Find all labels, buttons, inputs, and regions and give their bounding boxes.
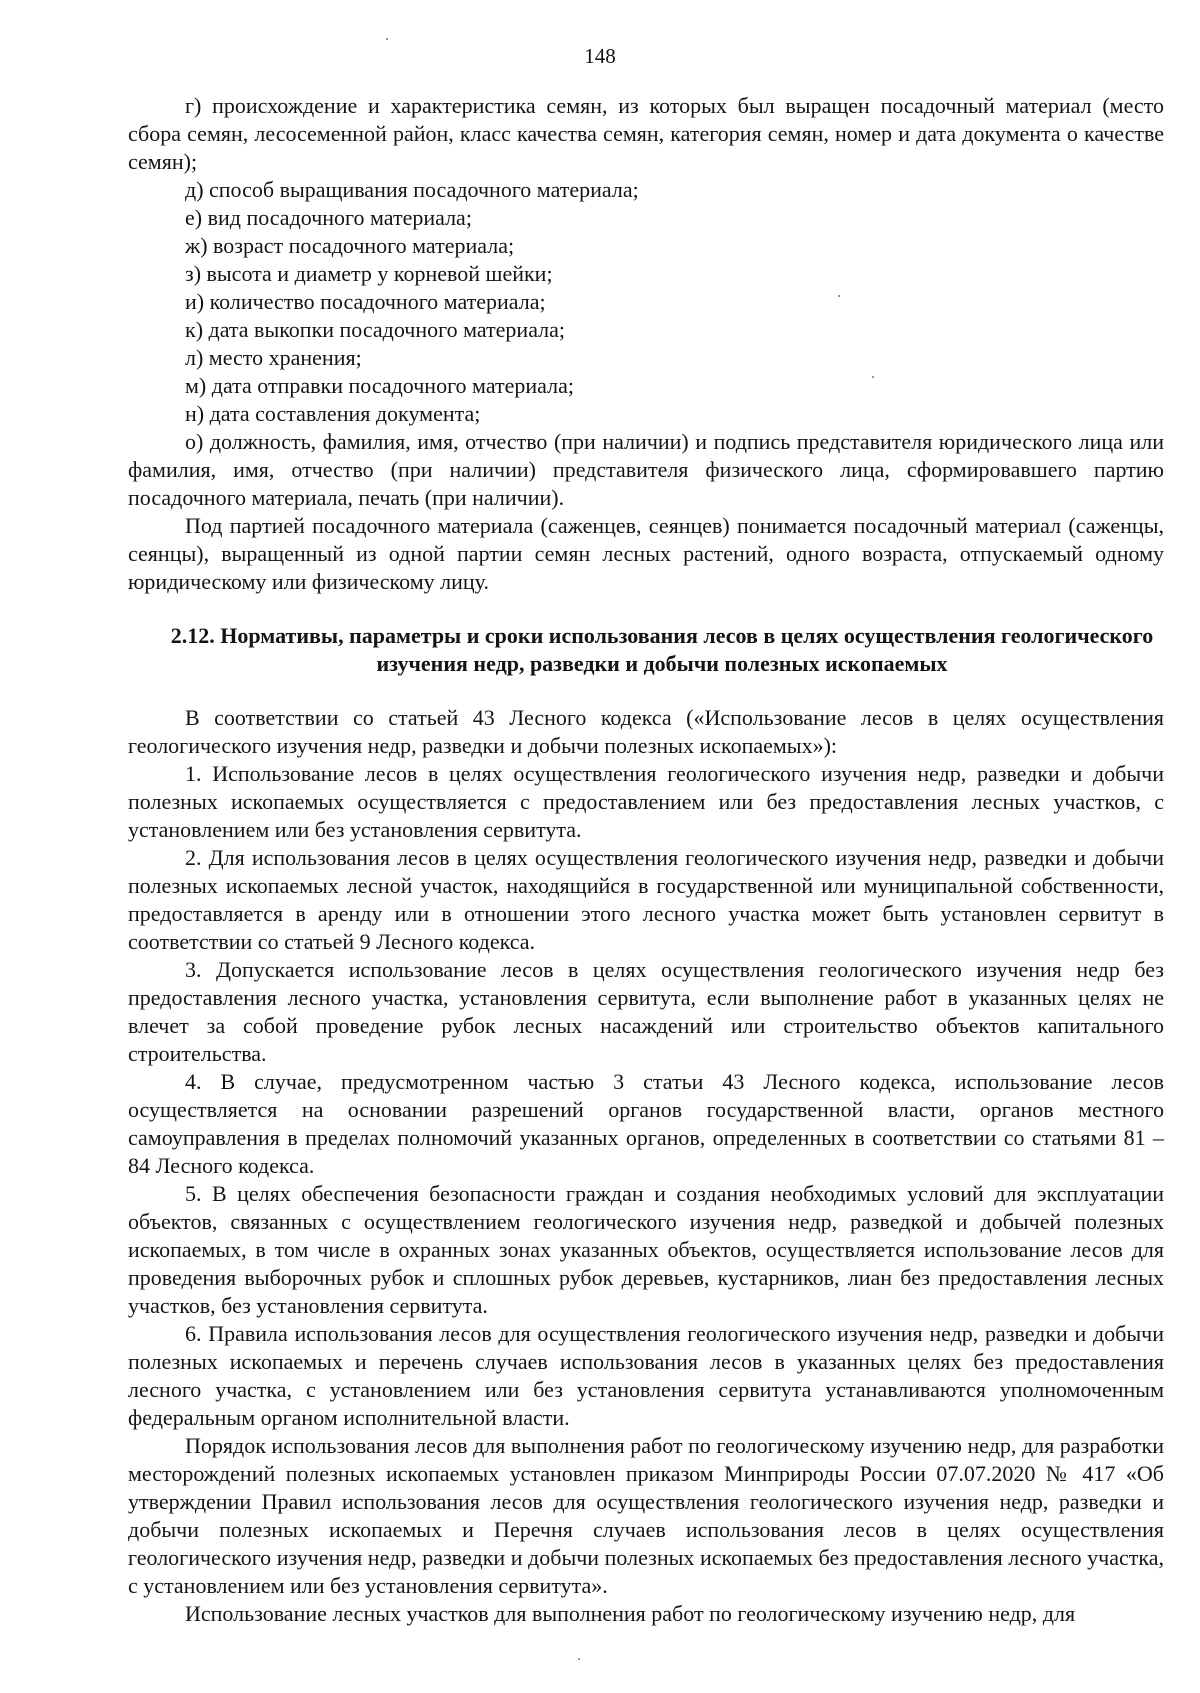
scan-speck <box>838 295 840 297</box>
item-list-block <box>128 92 1164 596</box>
batch-definition-paragraph: Под партией посадочного материала (саженцев, сеянцев) понимается посадочный материал (саженцы, сеянцы), выращенный из одной партии семян лесных растений, одного возраста, отпускаемый одному юридическому или физическому лицу. <box>128 513 1164 594</box>
clause-5-paragraph: 5. В целях обеспечения безопасности граждан и создания необходимых условий для эксплуатации объектов, связанных с осуществлением геологического изучения недр, разведкой и добычей полезных ископаемых, в том числе в охранных зонах указанных объектов, осуществляется использование лесов для проведения выборочных рубок и сплошных рубок деревьев, кустарников, лиан без предоставления лесных участков, без установления сервитута. <box>128 1181 1164 1318</box>
list-item-e: е) вид посадочного материала; <box>185 205 472 230</box>
clause-6-paragraph: 6. Правила использования лесов для осуществления геологического изучения недр, разведки и добычи полезных ископаемых и перечень случаев использования лесов в указанных целях без предоставления лесного участка, с установлением или без установления сервитута устанавливаются уполномоченным федеральным органом исполнительной власти. <box>128 1321 1164 1430</box>
list-item-d: д) способ выращивания посадочного материала; <box>185 177 639 202</box>
list-item-l: л) место хранения; <box>185 345 362 370</box>
list-item-z: з) высота и диаметр у корневой шейки; <box>185 261 553 286</box>
page-number: 148 <box>584 44 616 68</box>
continuation-paragraph: Использование лесных участков для выполнения работ по геологическому изучению недр, для <box>185 1601 1076 1626</box>
scan-speck <box>578 1658 580 1660</box>
list-item-zh: ж) возраст посадочного материала; <box>185 233 515 258</box>
section-body <box>128 704 1164 1628</box>
list-item-o: о) должность, фамилия, имя, отчество (при наличии) и подпись представителя юридического лица или фамилия, имя, отчество (при наличии) представителя физического лица, сформировавшего партию посадочного материала, печать (при наличии). <box>128 429 1164 510</box>
list-item-k: к) дата выкопки посадочного материала; <box>185 317 566 342</box>
list-item-n: н) дата составления документа; <box>185 401 481 426</box>
clause-1-paragraph: 1. Использование лесов в целях осуществления геологического изучения недр, разведки и добычи полезных ископаемых осуществляется с предоставлением или без предоставления лесных участков, с установлением или без установления сервитута. <box>128 761 1164 842</box>
section-heading: 2.12. Нормативы, параметры и сроки использования лесов в целях осуществления геологического изучения недр, разведки и добычи полезных ископаемых <box>170 623 1154 676</box>
list-item-i: и) количество посадочного материала; <box>185 289 546 314</box>
clause-2-paragraph: 2. Для использования лесов в целях осуществления геологического изучения недр, разведки и добычи полезных ископаемых лесной участок, находящийся в государственной или муниципальной собственности, предоставляется в аренду или в отношении этого лесного участка может быть установлен сервитут в соответствии со статьей 9 Лесного кодекса. <box>128 845 1164 954</box>
clause-4-paragraph: 4. В случае, предусмотренном частью 3 статьи 43 Лесного кодекса, использование лесов осуществляется на основании разрешений органов государственной власти, органов местного самоуправления в пределах полномочий указанных органов, определенных в соответствии со статьями 81 – 84 Лесного кодекса. <box>128 1069 1164 1178</box>
list-item-m: м) дата отправки посадочного материала; <box>185 373 574 398</box>
clause-3-paragraph: 3. Допускается использование лесов в целях осуществления геологического изучения недр без предоставления лесного участка, установления сервитута, если выполнение работ в указанных целях не влечет за собой проведение рубок лесных насаждений или строительство объектов капитального строительства. <box>128 957 1164 1066</box>
scan-speck <box>386 38 388 40</box>
intro-paragraph: В соответствии со статьей 43 Лесного кодекса («Использование лесов в целях осуществления геологического изучения недр, разведки и добычи полезных ископаемых»): <box>128 705 1164 758</box>
order-paragraph: Порядок использования лесов для выполнения работ по геологическому изучению недр, для разработки месторождений полезных ископаемых установлен приказом Минприроды России 07.07.2020 № 417 «Об утверждении Правил использования лесов для осуществления геологического изучения недр, разведки и добычи полезных ископаемых и Перечня случаев использования лесов в целях осуществления геологического изучения недр, разведки и добычи полезных ископаемых без предоставления лесного участка, с установлением или без установления сервитута». <box>128 1433 1164 1598</box>
scan-speck <box>872 376 874 378</box>
list-item-g: г) происхождение и характеристика семян, из которых был выращен посадочный материал (место сбора семян, лесосеменной район, класс качества семян, категория семян, номер и дата документа о качестве семян); <box>128 93 1164 174</box>
